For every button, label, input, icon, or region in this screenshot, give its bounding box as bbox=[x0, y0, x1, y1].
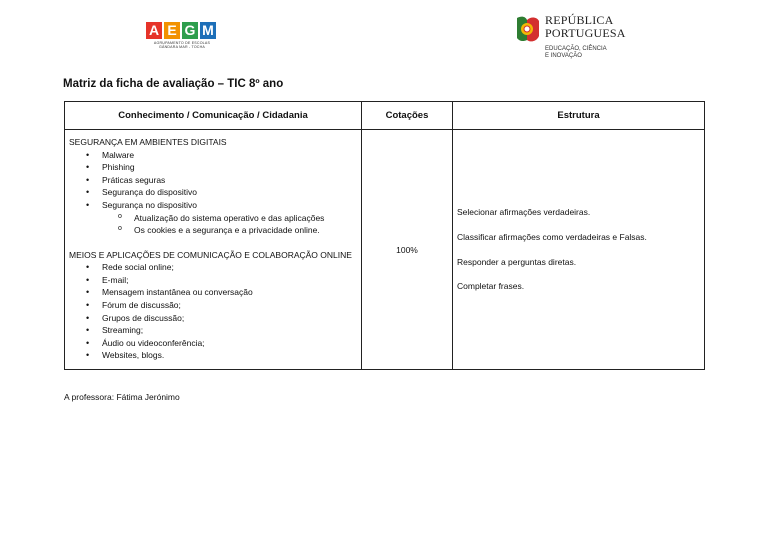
government-title-line: PORTUGUESA bbox=[545, 26, 626, 40]
sub-list-item: o Atualização do sistema operativo e das aplicações bbox=[118, 212, 357, 225]
structure-item: Selecionar afirmações verdadeiras. bbox=[457, 207, 591, 218]
list-item: • Segurança do dispositivo bbox=[86, 186, 357, 199]
communication-topics-list bbox=[69, 261, 357, 362]
school-logo-subtitle bbox=[146, 41, 218, 49]
list-item: • Streaming; bbox=[86, 324, 357, 337]
emblem-shield bbox=[524, 26, 530, 32]
republic-emblem-icon bbox=[515, 14, 541, 44]
list-item: • Fórum de discussão; bbox=[86, 299, 357, 312]
document-title: Matriz da ficha de avaliação – TIC 8º ano bbox=[63, 78, 284, 90]
structure-item: Completar frases. bbox=[457, 281, 525, 292]
government-subtitle-line: E INOVAÇÃO bbox=[545, 53, 582, 59]
list-item: • Mensagem instantânea ou conversação bbox=[86, 286, 357, 299]
section-heading-security: SEGURANÇA EM AMBIENTES DIGITAIS bbox=[69, 136, 227, 147]
teacher-signature-line: A professora: Fátima Jerónimo bbox=[64, 392, 180, 402]
list-item: • Práticas seguras bbox=[86, 174, 357, 187]
school-logo-subtitle-line: AGRUPAMENTO DE ESCOLAS bbox=[153, 41, 211, 45]
list-item: • Rede social online; bbox=[86, 261, 357, 274]
sub-topics-list bbox=[102, 212, 357, 237]
school-logo-letter: A bbox=[146, 22, 162, 39]
list-item: • Áudio ou videoconferência; bbox=[86, 337, 357, 350]
list-item: • Malware bbox=[86, 149, 357, 162]
list-item: • Grupos de discussão; bbox=[86, 312, 357, 325]
assessment-matrix-table bbox=[64, 101, 705, 370]
list-item: • Websites, blogs. bbox=[86, 349, 357, 362]
school-logo-subtitle-line: GÂNDARA MAR - TOCHA bbox=[159, 45, 205, 50]
table-row bbox=[65, 130, 705, 370]
weight-cell: 100% bbox=[362, 130, 453, 370]
government-subtitle-line: EDUCAÇÃO, CIÊNCIA bbox=[545, 46, 607, 52]
school-logo-letter: E bbox=[164, 22, 180, 39]
header-structure: Estrutura bbox=[453, 102, 705, 130]
school-logo bbox=[146, 22, 224, 54]
structure-item: Classificar afirmações como verdadeiras e Falsas. bbox=[457, 231, 647, 242]
list-item: • Phishing bbox=[86, 161, 357, 174]
school-logo-letter: M bbox=[200, 22, 216, 39]
structure-cell bbox=[453, 130, 705, 370]
school-logo-letters bbox=[146, 22, 224, 39]
sub-list-item: o Os cookies e a segurança e a privacidade online. bbox=[118, 224, 357, 237]
header-weights: Cotações bbox=[362, 102, 453, 130]
structure-item: Responder a perguntas diretas. bbox=[457, 256, 577, 267]
list-item-label: Segurança no dispositivo bbox=[102, 199, 197, 210]
list-item bbox=[86, 199, 357, 237]
table-header-row bbox=[65, 102, 705, 130]
government-title-line: REPÚBLICA bbox=[545, 13, 614, 27]
security-topics-list bbox=[69, 149, 357, 237]
knowledge-cell bbox=[65, 130, 362, 370]
government-title bbox=[545, 14, 626, 40]
government-subtitle bbox=[545, 46, 607, 60]
section-heading-communication: MEIOS E APLICAÇÕES DE COMUNICAÇÃO E COLABORAÇÃO ONLINE bbox=[69, 249, 352, 260]
government-logo bbox=[515, 12, 635, 68]
school-logo-letter: G bbox=[182, 22, 198, 39]
list-item: • E-mail; bbox=[86, 274, 357, 287]
header-knowledge: Conhecimento / Comunicação / Cidadania bbox=[65, 102, 362, 130]
